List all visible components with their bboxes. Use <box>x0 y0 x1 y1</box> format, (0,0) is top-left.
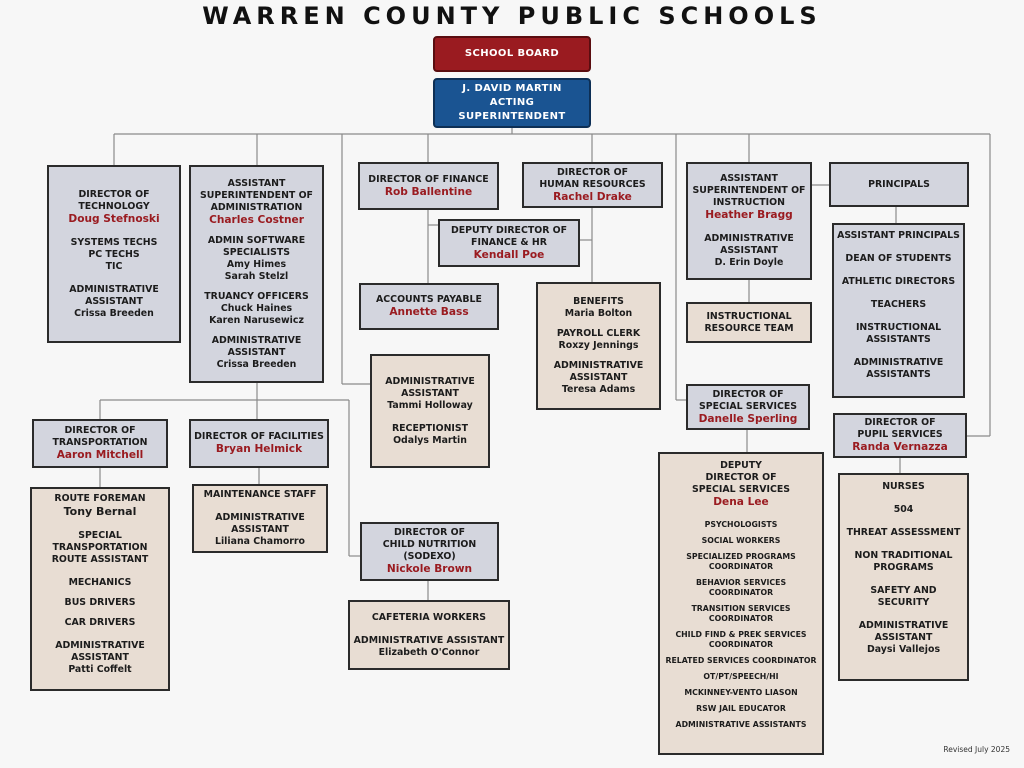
technology-admin-name: Crissa Breeden <box>74 307 154 319</box>
technology-item: TIC <box>105 260 123 272</box>
cafeteria-box <box>348 600 510 670</box>
special-transport-2: TRANSPORTATION <box>52 542 148 553</box>
maintenance-title: MAINTENANCE STAFF <box>203 489 317 500</box>
hr-name: Rachel Drake <box>553 190 632 203</box>
instruction-title-3: INSTRUCTION <box>713 197 785 208</box>
hr-admin-name: Teresa Adams <box>561 384 636 395</box>
special-transport-3: ROUTE ASSISTANT <box>51 554 149 565</box>
software-title-1: ADMIN SOFTWARE <box>207 234 306 246</box>
instruction-box <box>686 162 812 280</box>
transport-admin-1: ADMINISTRATIVE <box>55 640 145 651</box>
special-services-title-2: SPECIAL SERVICES <box>698 400 798 412</box>
transportation-title-1: DIRECTOR OF <box>64 425 136 436</box>
transport-staff-box <box>30 487 170 691</box>
special-services-box <box>686 384 810 430</box>
facilities-admin-name: Liliana Chamorro <box>215 536 305 547</box>
benefits-title: BENEFITS <box>573 296 624 307</box>
superintendent-name: J. DAVID MARTIN <box>462 83 562 94</box>
special-item: COORDINATOR <box>708 562 774 571</box>
resource-team-box <box>686 302 812 343</box>
school-staff-item: DEAN OF STUDENTS <box>845 253 952 264</box>
technology-admin-2: ASSISTANT <box>85 295 143 307</box>
software-name: Sarah Stelzl <box>224 270 289 282</box>
pupil-item: NURSES <box>882 481 925 492</box>
page-title: WARREN COUNTY PUBLIC SCHOOLS <box>202 2 822 30</box>
nutrition-title-3: (SODEXO) <box>403 551 456 562</box>
software-name: Amy Himes <box>226 258 287 270</box>
pupil-item: SECURITY <box>877 597 930 608</box>
school-staff-item: INSTRUCTIONAL <box>855 322 942 333</box>
technology-title-1: DIRECTOR OF <box>78 188 150 200</box>
hr-box <box>522 162 663 208</box>
instruction-title-2: SUPERINTENDENT OF <box>692 185 806 196</box>
truancy-title: TRUANCY OFFICERS <box>204 290 309 302</box>
facilities-staff-box <box>192 484 328 553</box>
superintendent-title-2: SUPERINTENDENT <box>458 111 566 122</box>
special-transport-1: SPECIAL <box>78 530 122 541</box>
hr-admin-1: ADMINISTRATIVE <box>553 360 644 371</box>
resource-team-line-1: INSTRUCTIONAL <box>706 310 792 322</box>
facilities-name: Bryan Helmick <box>215 443 303 455</box>
deputy-special-title-1: DEPUTY <box>720 460 762 471</box>
accounts-payable-title: ACCOUNTS PAYABLE <box>376 294 482 305</box>
technology-director-name: Doug Stefnoski <box>68 212 160 225</box>
special-item: COORDINATOR <box>708 614 774 623</box>
hr-title-1: DIRECTOR OF <box>557 166 628 178</box>
facilities-admin-1: ADMINISTRATIVE <box>215 512 305 523</box>
administration-name: Charles Costner <box>209 213 304 226</box>
pupil-item: ASSISTANT <box>874 632 933 643</box>
transport-admin-name: Patti Coffelt <box>68 664 132 675</box>
technology-item: PC TECHS <box>88 248 140 260</box>
pupil-item: PROGRAMS <box>873 562 934 573</box>
school-staff-item: ASSISTANT PRINCIPALS <box>837 230 960 241</box>
administration-title-1: ASSISTANT <box>227 177 286 189</box>
facilities-admin-2: ASSISTANT <box>231 524 289 535</box>
transport-admin-2: ASSISTANT <box>71 652 129 663</box>
transportation-title-2: TRANSPORTATION <box>52 437 148 448</box>
administration-admin-1: ADMINISTRATIVE <box>211 334 302 346</box>
hr-title-2: HUMAN RESOURCES <box>539 178 646 190</box>
facilities-title: DIRECTOR OF FACILITIES <box>194 431 324 442</box>
pupil-admin-name: Daysi Vallejos <box>866 644 941 655</box>
school-staff-item: ASSISTANTS <box>866 334 931 345</box>
cafeteria-admin-name: Elizabeth O'Connor <box>378 646 480 658</box>
special-item: RSW JAIL EDUCATOR <box>696 704 786 713</box>
administration-box <box>189 165 324 383</box>
benefits-name: Maria Bolton <box>564 308 633 319</box>
transport-item: CAR DRIVERS <box>64 617 136 628</box>
office-admin-2: ASSISTANT <box>401 387 459 399</box>
technology-box <box>47 165 181 343</box>
transportation-box <box>32 419 168 468</box>
nutrition-title-2: CHILD NUTRITION <box>382 539 477 550</box>
pupil-services-name: Randa Vernazza <box>852 441 948 453</box>
superintendent-box <box>433 78 591 128</box>
deputy-finance-box <box>438 219 580 267</box>
office-staff-box <box>370 354 490 468</box>
special-item: TRANSITION SERVICES <box>691 604 791 613</box>
transport-item: MECHANICS <box>68 577 132 588</box>
special-item: SPECIALIZED PROGRAMS <box>686 552 796 561</box>
school-staff-item: ASSISTANTS <box>866 369 931 380</box>
instruction-name: Heather Bragg <box>705 209 793 221</box>
receptionist-title: RECEPTIONIST <box>391 422 469 434</box>
transport-item: BUS DRIVERS <box>64 597 136 608</box>
cafeteria-workers: CAFETERIA WORKERS <box>371 611 487 623</box>
special-item: PSYCHOLOGISTS <box>704 520 778 529</box>
special-item: BEHAVIOR SERVICES <box>695 578 787 587</box>
school-staff-item: TEACHERS <box>870 299 927 310</box>
finance-title: DIRECTOR OF FINANCE <box>368 173 489 185</box>
special-item: MCKINNEY-VENTO LIASON <box>684 688 798 697</box>
principals-box <box>829 162 969 207</box>
accounts-payable-box <box>359 283 499 330</box>
special-item: OT/PT/SPEECH/HI <box>703 672 779 681</box>
foreman-name: Tony Bernal <box>63 505 137 518</box>
technology-admin-1: ADMINISTRATIVE <box>69 283 159 295</box>
administration-title-3: ADMINISTRATION <box>210 201 303 213</box>
special-item: COORDINATOR <box>708 640 774 649</box>
nutrition-name: Nickole Brown <box>386 563 473 575</box>
technology-item: SYSTEMS TECHS <box>70 236 158 248</box>
school-staff-box <box>832 223 965 398</box>
deputy-special-name: Dena Lee <box>713 496 769 508</box>
special-services-name: Danelle Sperling <box>698 412 798 425</box>
special-item: SOCIAL WORKERS <box>701 536 781 545</box>
school-board-box <box>433 36 591 72</box>
deputy-finance-title-1: DEPUTY DIRECTOR OF <box>450 224 568 236</box>
special-services-title-1: DIRECTOR OF <box>712 388 784 400</box>
school-board-label: SCHOOL BOARD <box>464 48 560 59</box>
accounts-payable-name: Annette Bass <box>389 306 469 318</box>
pupil-staff-box <box>838 473 969 681</box>
office-admin-name: Tammi Holloway <box>387 399 473 411</box>
receptionist-name: Odalys Martin <box>393 434 467 446</box>
resource-team-line-2: RESOURCE TEAM <box>704 322 794 334</box>
finance-box <box>358 162 499 210</box>
foreman-title: ROUTE FOREMAN <box>54 493 146 504</box>
pupil-item: THREAT ASSESSMENT <box>846 527 961 538</box>
superintendent-title-1: ACTING <box>489 97 535 108</box>
payroll-name: Roxzy Jennings <box>558 340 639 351</box>
special-item: RELATED SERVICES COORDINATOR <box>665 656 817 665</box>
administration-admin-2: ASSISTANT <box>227 346 286 358</box>
office-admin-1: ADMINISTRATIVE <box>385 375 475 387</box>
pupil-services-title-1: DIRECTOR OF <box>864 417 936 428</box>
instruction-admin-2: ASSISTANT <box>720 245 778 256</box>
school-staff-item: ADMINISTRATIVE <box>853 357 944 368</box>
administration-title-2: SUPERINTENDENT OF <box>200 189 313 201</box>
facilities-box <box>189 419 329 468</box>
transportation-name: Aaron Mitchell <box>56 449 144 461</box>
software-title-2: SPECIALISTS <box>222 246 290 258</box>
instruction-admin-name: D. Erin Doyle <box>714 257 784 268</box>
school-staff-item: ATHLETIC DIRECTORS <box>841 276 956 287</box>
truancy-name: Chuck Haines <box>220 302 293 314</box>
deputy-special-title-2: DIRECTOR OF <box>705 472 777 483</box>
pupil-item: NON TRADITIONAL <box>854 550 953 561</box>
special-item: ADMINISTRATIVE ASSISTANTS <box>675 720 807 729</box>
instruction-admin-1: ADMINISTRATIVE <box>704 233 794 244</box>
deputy-special-services-box <box>658 452 824 755</box>
truancy-name: Karen Narusewicz <box>209 314 304 326</box>
nutrition-title-1: DIRECTOR OF <box>394 527 465 538</box>
pupil-item: 504 <box>893 504 914 515</box>
payroll-title: PAYROLL CLERK <box>556 328 641 339</box>
deputy-finance-title-2: FINANCE & HR <box>471 236 547 248</box>
hr-staff-box <box>536 282 661 410</box>
cafeteria-admin: ADMINISTRATIVE ASSISTANT <box>353 634 505 646</box>
deputy-finance-name: Kendall Poe <box>473 248 545 261</box>
technology-title-2: TECHNOLOGY <box>78 200 150 212</box>
revision-note: Revised July 2025 <box>943 745 1010 754</box>
principals-title: PRINCIPALS <box>868 178 930 190</box>
finance-name: Rob Ballentine <box>384 185 473 198</box>
instruction-title-1: ASSISTANT <box>720 173 778 184</box>
pupil-services-title-2: PUPIL SERVICES <box>857 429 943 440</box>
pupil-item: ADMINISTRATIVE <box>858 620 949 631</box>
deputy-special-title-3: SPECIAL SERVICES <box>691 484 791 495</box>
pupil-services-box <box>833 413 967 458</box>
special-item: CHILD FIND & PREK SERVICES <box>675 630 807 639</box>
hr-admin-2: ASSISTANT <box>569 372 628 383</box>
administration-admin-name: Crissa Breeden <box>216 358 297 370</box>
nutrition-box <box>360 522 499 581</box>
special-item: COORDINATOR <box>708 588 774 597</box>
pupil-item: SAFETY AND <box>870 585 937 596</box>
